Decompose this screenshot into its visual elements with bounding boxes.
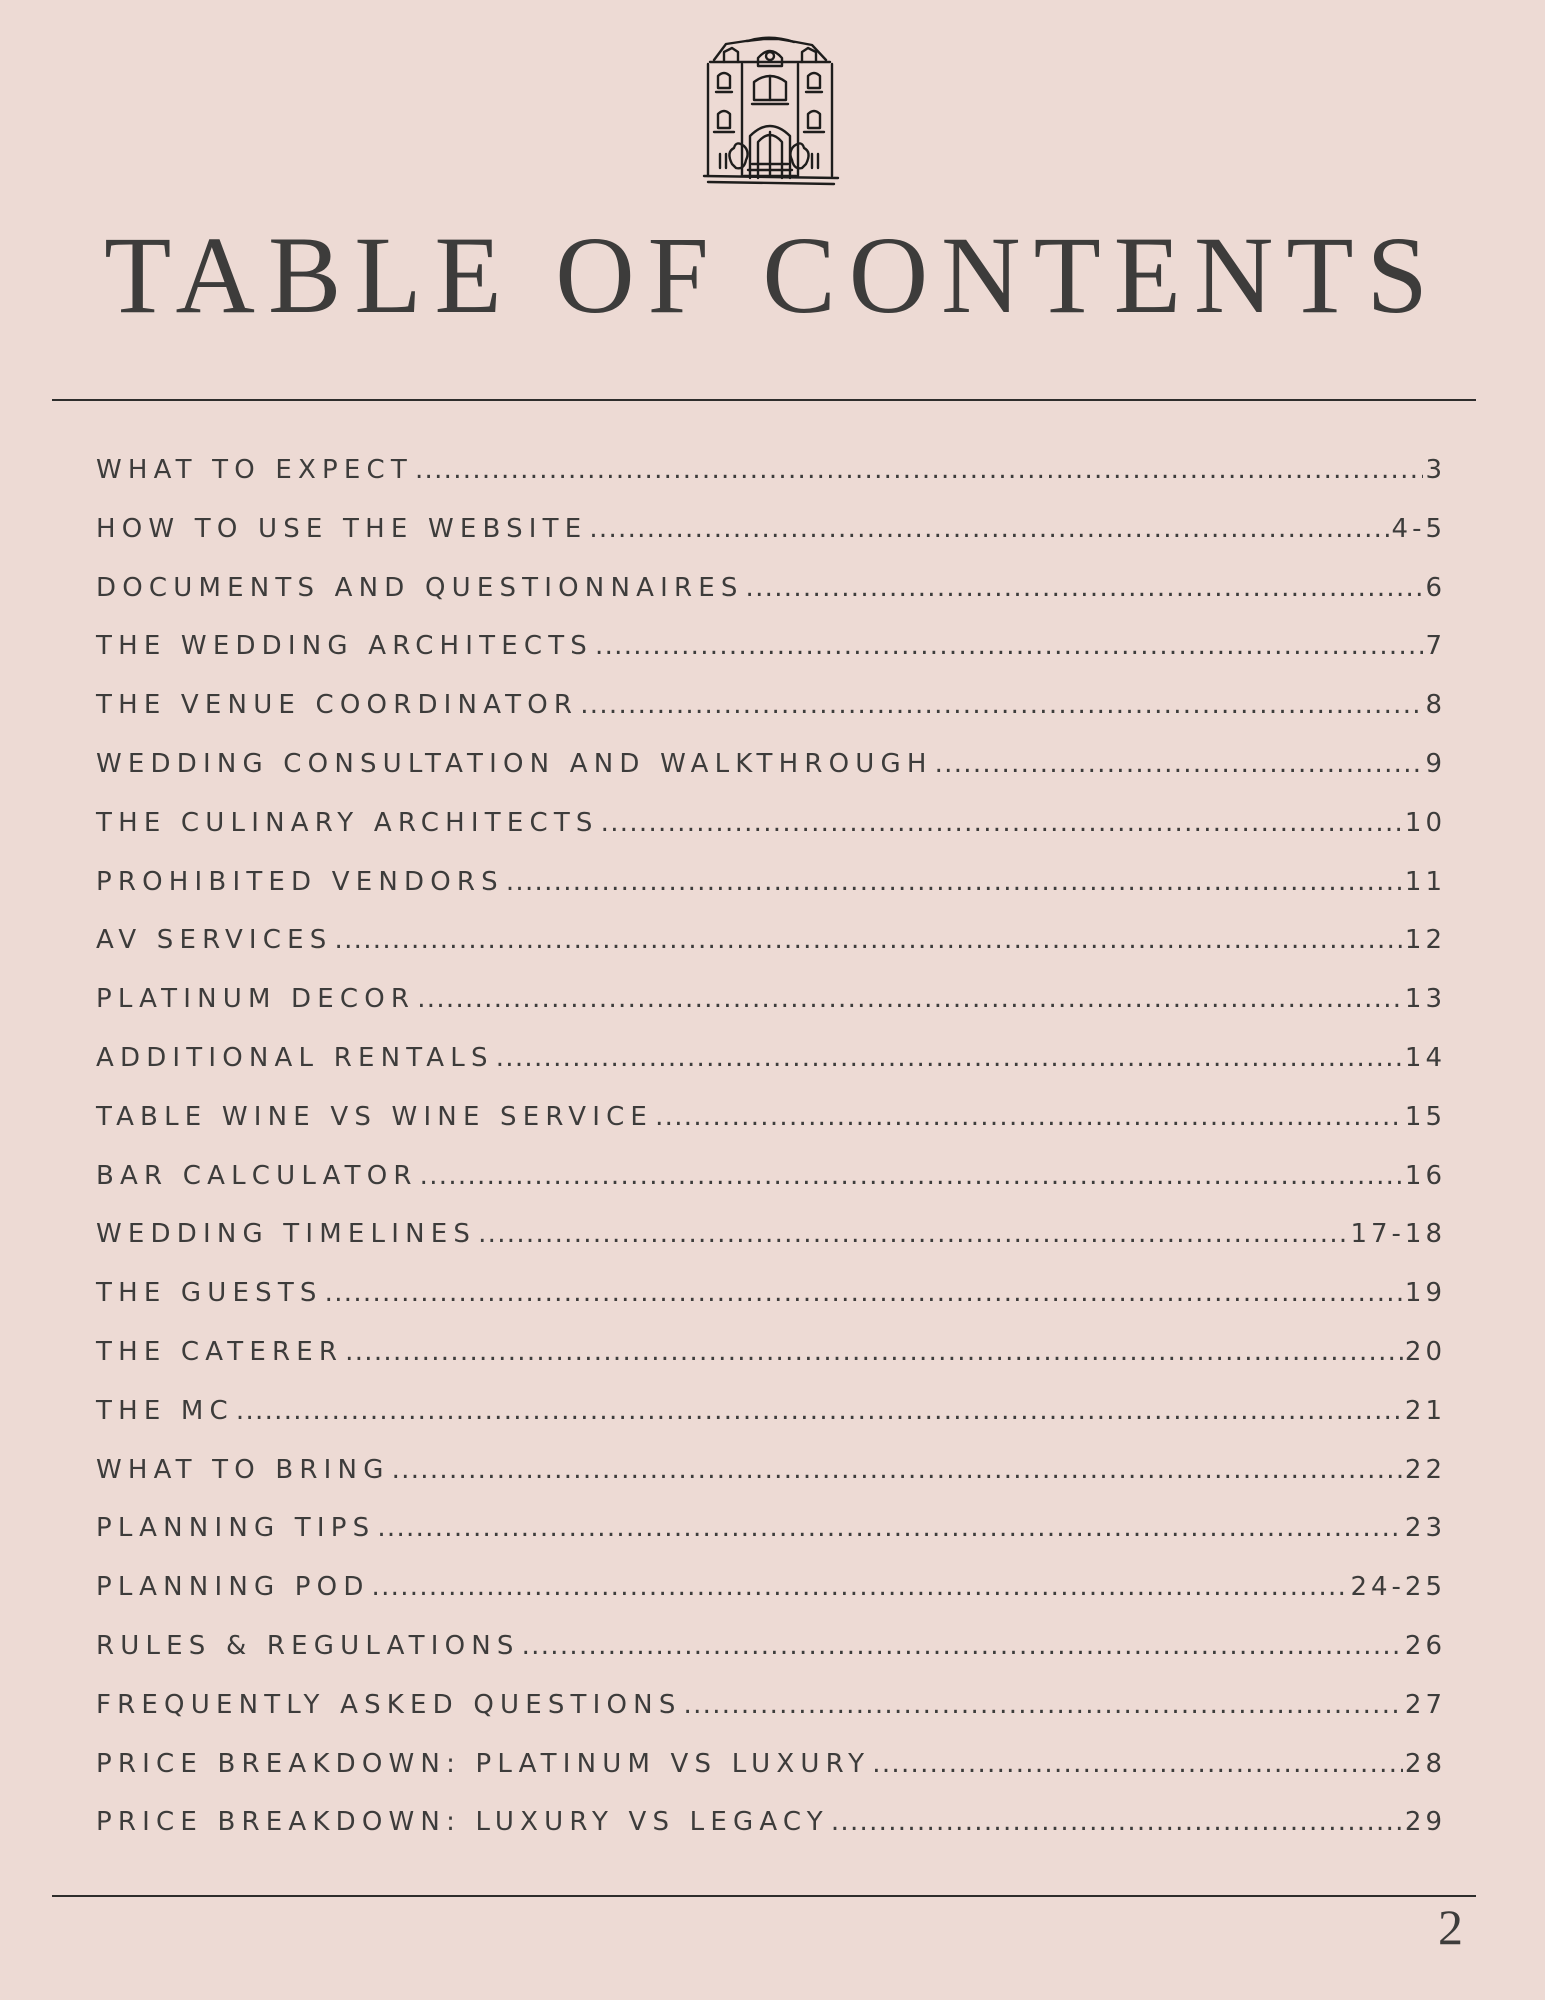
toc-dot-leader [325,1278,1403,1308]
toc-entry-page: 26 [1404,1630,1446,1661]
toc-dot-leader [417,984,1403,1014]
toc-entry [96,984,1446,1043]
toc-entry [96,1572,1446,1631]
toc-dot-leader [831,1807,1403,1837]
toc-entry [96,1161,1446,1220]
toc-entry-label: PRICE BREAKDOWN: LUXURY VS LEGACY [96,1807,829,1838]
toc-entry-label: PRICE BREAKDOWN: PLATINUM VS LUXURY [96,1748,871,1779]
toc-dot-leader [935,749,1424,779]
toc-dot-leader [345,1337,1403,1367]
toc-entry [96,573,1446,632]
toc-entry [96,1219,1446,1278]
toc-entry [96,631,1446,690]
toc-dot-leader [601,808,1403,838]
toc-entry-label: PLATINUM DECOR [96,984,416,1015]
toc-entry-label: THE WEDDING ARCHITECTS [96,631,594,662]
toc-entry-page: 3 [1425,455,1446,485]
toc-entry [96,1749,1446,1808]
toc-entry-page: 16 [1404,1160,1446,1191]
toc-entry-page: 6 [1425,572,1446,603]
toc-entry-label: WEDDING CONSULTATION AND WALKTHROUGH [96,748,933,779]
toc-entry-page: 20 [1404,1336,1446,1367]
toc-dot-leader [872,1749,1403,1779]
toc-entry [96,1278,1446,1337]
toc-entry-page: 21 [1404,1395,1446,1426]
toc-entry-page: 19 [1404,1278,1446,1309]
toc-entry [96,1513,1446,1572]
toc-entry-page: 11 [1404,866,1446,897]
toc-entry [96,514,1446,573]
toc-entry-label: WHAT TO EXPECT [96,455,413,485]
toc-entry [96,1631,1446,1690]
toc-list [96,455,1446,1866]
chateau-building-icon [696,36,844,190]
toc-entry-label: ADDITIONAL RENTALS [96,1042,494,1073]
toc-entry-page: 10 [1404,807,1446,838]
toc-entry [96,1337,1446,1396]
toc-entry [96,925,1446,984]
toc-dot-leader [506,867,1403,897]
toc-entry-page: 22 [1404,1454,1446,1485]
toc-entry-label: WEDDING TIMELINES [96,1219,477,1250]
toc-entry-label: THE MC [96,1395,234,1426]
toc-entry-label: THE CULINARY ARCHITECTS [96,807,599,838]
toc-entry-label: BAR CALCULATOR [96,1160,418,1191]
toc-entry [96,690,1446,749]
toc-entry [96,1455,1446,1514]
toc-entry-label: THE GUESTS [96,1278,323,1309]
toc-entry-page: 15 [1404,1101,1446,1132]
toc-entry-label: PROHIBITED VENDORS [96,866,504,897]
toc-dot-leader [522,1631,1403,1661]
toc-entry-label: PLANNING POD [96,1572,370,1603]
toc-dot-leader [335,925,1403,955]
toc-dot-leader [236,1396,1403,1426]
toc-entry-label: RULES & REGULATIONS [96,1630,520,1661]
toc-dot-leader [377,1513,1403,1543]
toc-entry [96,1690,1446,1749]
toc-entry [96,867,1446,926]
toc-entry-label: THE CATERER [96,1336,344,1367]
toc-entry-label: DOCUMENTS AND QUESTIONNAIRES [96,572,744,603]
toc-entry-page: 17-18 [1350,1219,1446,1250]
toc-entry-label: FREQUENTLY ASKED QUESTIONS [96,1689,682,1720]
toc-entry [96,1102,1446,1161]
toc-entry-page: 29 [1404,1807,1446,1838]
page-title: TABLE OF CONTENTS [104,214,1441,336]
toc-entry-page: 27 [1404,1689,1446,1720]
toc-dot-leader [496,1043,1403,1073]
toc-dot-leader [589,514,1389,544]
bottom-divider [52,1895,1476,1897]
toc-entry-label: WHAT TO BRING [96,1454,390,1485]
toc-dot-leader [580,690,1423,720]
toc-entry-page: 14 [1404,1042,1446,1073]
toc-entry-page: 4-5 [1391,513,1446,544]
toc-dot-leader [478,1219,1348,1249]
toc-entry [96,808,1446,867]
top-divider [52,399,1476,401]
toc-entry-page: 9 [1425,748,1446,779]
toc-entry-page: 24-25 [1350,1572,1446,1603]
toc-entry [96,1043,1446,1102]
toc-entry-page: 13 [1404,984,1446,1015]
toc-dot-leader [392,1455,1403,1485]
toc-dot-leader [372,1572,1349,1602]
toc-dot-leader [415,455,1423,485]
toc-dot-leader [746,573,1424,603]
toc-entry-label: PLANNING TIPS [96,1513,376,1544]
toc-entry-page: 8 [1425,690,1446,721]
toc-entry-page: 12 [1404,925,1446,956]
toc-entry-page: 23 [1404,1513,1446,1544]
toc-entry-label: THE VENUE COORDINATOR [96,690,579,721]
toc-dot-leader [420,1161,1403,1191]
toc-entry-label: TABLE WINE VS WINE SERVICE [96,1101,654,1132]
page-number: 2 [1438,1899,1463,1955]
toc-dot-leader [684,1690,1403,1720]
toc-entry [96,455,1446,514]
toc-dot-leader [655,1102,1403,1132]
toc-entry [96,749,1446,808]
toc-entry [96,1396,1446,1455]
toc-entry-label: AV SERVICES [96,925,333,956]
toc-entry-page: 28 [1404,1748,1446,1779]
toc-entry [96,1807,1446,1866]
toc-entry-page: 7 [1425,631,1446,662]
toc-dot-leader [595,631,1423,661]
toc-entry-label: HOW TO USE THE WEBSITE [96,513,588,544]
